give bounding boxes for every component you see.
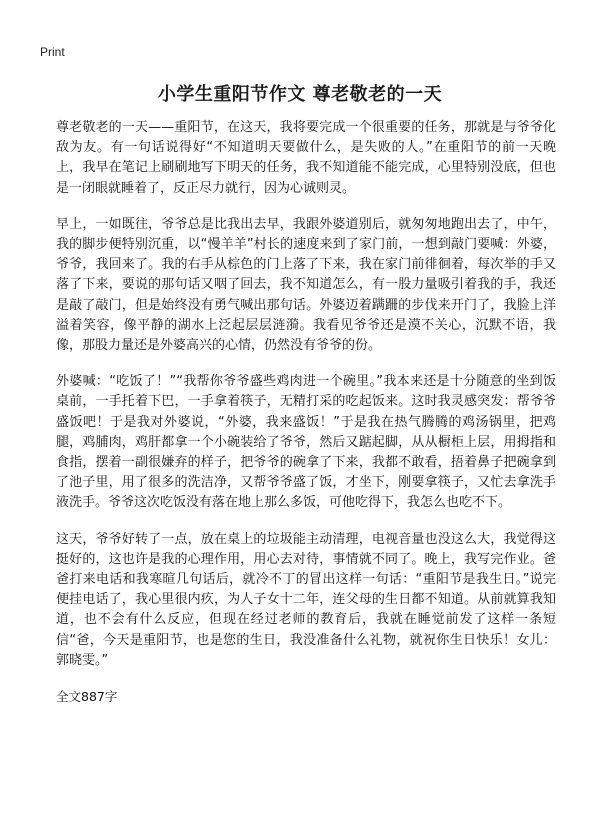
paragraph-1: 尊老敬老的一天——重阳节，在这天，我将要完成一个很重要的任务，那就是与爷爷化敌为友。有一句话说得好“不知道明天要做什么，是失败的人。”在重阳节的前一天晚上，我早在笔记上刷刷地写下明天的任务，我不知道能不能完成，心里特别没底，但也是一闭眼就睡着了，反正尽力就行，因为心诚则灵。 bbox=[56, 120, 556, 196]
paragraph-2: 早上，一如既往，爷爷总是比我出去早，我跟外婆道别后，就匆匆地跑出去了，中午，我的脚步便特别沉重，以“慢羊羊”村长的速度来到了家门前，一想到敲门要喊：外婆，爷爷，我回来了。我的右手从棕色的门上落了下来，我在家门前徘徊着，每次举的手又落了下来，要说的那句话又咽了回去，我不知道怎么，有一股力量吸引着我的手，我还是敲了敲门，但是始终没有勇气喊出那句话。外婆迈着蹒跚的步伐来开门了，我脸上洋溢着笑容，像平静的湖水上泛起层层涟漪。我看见爷爷还是漠不关心，沉默不语，我像，那股力量还是外婆高兴的心情，仍然没有爷爷的份。 bbox=[56, 216, 556, 354]
article-body bbox=[56, 118, 556, 705]
paragraph-4: 这天，爷爷好转了一点，放在桌上的垃圾能主动清理，电视音量也没这么大，我觉得这挺好的，这也许是我的心理作用，用心去对待，事情就不同了。晚上，我写完作业。爸爸打来电话和我寒暄几句话后，就冷不丁的冒出这样一句话：“重阳节是我生日。”说完便挂电话了，我心里很内疚，为人子女十二年，连父母的生日都不知道。从前就算我知道，也不会有什么反应，但现在经过老师的教育后，我就在睡觉前发了这样一条短信“爸，今天是重阳节，也是您的生日，我没准备什么礼物，就祝你生日快乐！女儿：郭晓雯。” bbox=[56, 531, 556, 668]
page-title: 小学生重阳节作文 尊老敬老的一天 bbox=[157, 84, 443, 105]
word-count: 全文887字 bbox=[56, 689, 118, 705]
paragraph-3: 外婆喊：“吃饭了！”“我帮你爷爷盛些鸡肉进一个碗里。”我本来还是十分随意的坐到饭桌前，一手托着下巴，一手拿着筷子，无精打采的吃起饭来。这时我灵感突发：帮爷爷盛饭吧！于是我对外婆说，“外婆，我来盛饭！”于是我在热气腾腾的鸡汤锅里，把鸡腿，鸡脯肉，鸡肝都拿一个小碗装给了爷爷，然后又踮起脚，从从橱柜上层，用拇指和食指，摆着一副很嫌弃的样子，把爷爷的碗拿了下来，我都不敢看，捂着鼻子把碗拿到了池子里，用了很多的洗洁净，又帮爷爷盛了饭，才坐下，刚要拿筷子，又忙去拿洗手液洗手。爷爷这次吃饭没有落在地上那么多饭，可他吃得下，我怎么也吃不下。 bbox=[56, 374, 556, 511]
print-link[interactable]: Print bbox=[40, 45, 65, 59]
